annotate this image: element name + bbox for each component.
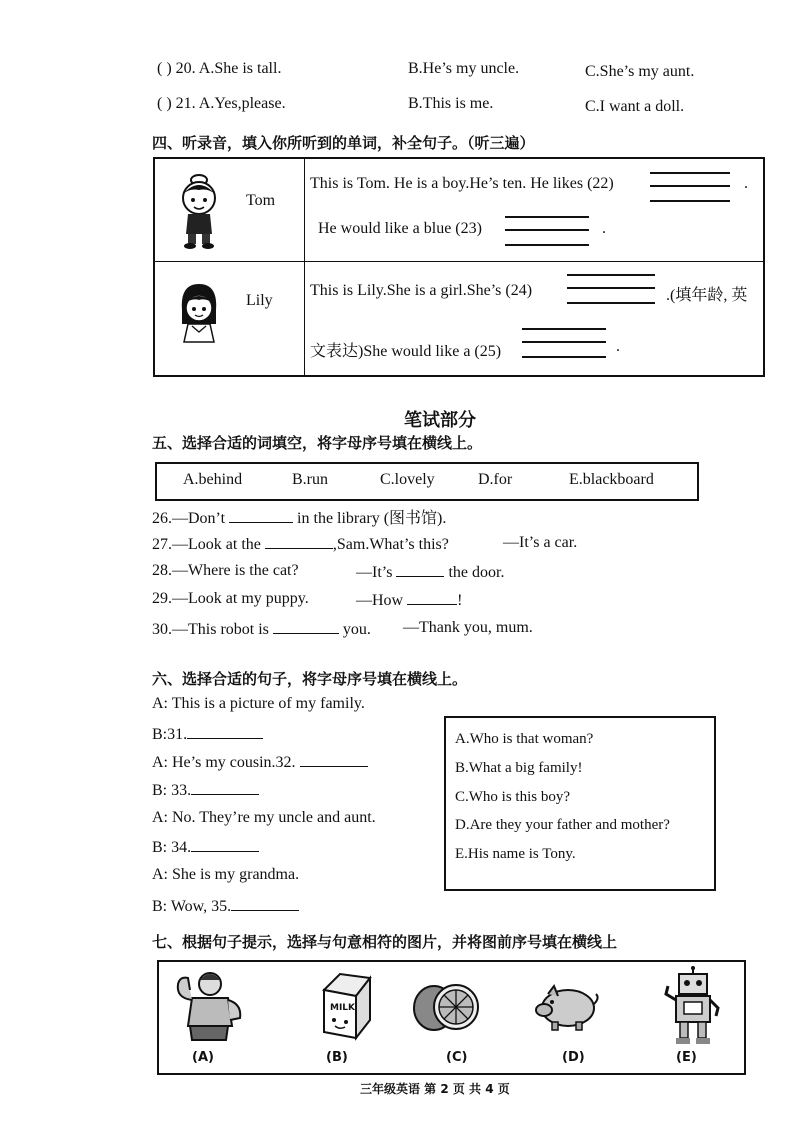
lily-line1-end: .(填年龄, 英 [666, 287, 748, 304]
q26 [152, 505, 446, 528]
dialog-line-7: A: She is my grandma. [152, 866, 300, 883]
q30-text-b: you. [342, 621, 371, 638]
q21-option-b: B.This is me. [408, 95, 494, 112]
q35-blank[interactable] [231, 896, 299, 911]
sentence-option-a: A.Who is that woman? [455, 731, 594, 747]
q28-text-b: —It’s [356, 564, 393, 581]
tom-cartoon-icon [174, 168, 224, 250]
q30-blank[interactable] [273, 619, 339, 634]
q28 [356, 562, 504, 582]
dialog-line-6-text: B: 34. [152, 839, 192, 856]
q27-blank[interactable] [265, 534, 333, 549]
q26-text-b: in the library (图书馆). [297, 510, 447, 527]
picture-label-d: (D) [562, 1050, 585, 1065]
page-footer: 三年级英语 第 2 页 共 4 页 [360, 1082, 510, 1096]
q29-text-c: ! [457, 592, 463, 609]
q27-text-b: ,Sam.What’s this? [332, 536, 449, 553]
q30-answer: —Thank you, mum. [403, 619, 533, 636]
sentence-option-d: D.Are they your father and mother? [455, 817, 670, 833]
sentence-option-e: E.His name is Tony. [455, 846, 576, 862]
q33-blank[interactable] [191, 780, 259, 795]
dialog-line-4-text: B: 33. [152, 782, 192, 799]
word-option-d: D.for [478, 471, 513, 488]
word-option-a: A.behind [183, 471, 243, 488]
section6-heading: 六、选择合适的句子，将字母序号填在横线上。 [152, 670, 468, 688]
q27-text-a: 27.—Look at the [152, 536, 261, 553]
section4-heading: 四、听录音，填入你所听到的单词，补全句子。（听三遍） [152, 134, 535, 152]
tom-name: Tom [246, 192, 276, 209]
dialog-line-2-text: B:31. [152, 726, 188, 743]
q29-text-b: —How [356, 592, 404, 609]
q29-blank[interactable] [407, 590, 457, 605]
q30 [152, 619, 371, 639]
picture-label-a: (A) [192, 1050, 214, 1065]
picture-label-e: (E) [676, 1050, 697, 1065]
sentence-option-b: B.What a big family! [455, 760, 583, 776]
q28-text-a: 28.—Where is the cat? [152, 562, 299, 579]
q29 [356, 590, 462, 610]
section5-heading: 五、选择合适的词填空，将字母序号填在横线上。 [152, 434, 483, 452]
lily-name: Lily [246, 292, 273, 309]
q26-text-a: 26.—Don’t [152, 510, 226, 527]
dialog-line-4 [152, 780, 259, 800]
q27 [152, 534, 449, 554]
dialog-line-3-text: A: He’s my cousin.32. [152, 754, 296, 771]
q20-option-c: C.She’s my aunt. [585, 63, 695, 80]
dialog-line-3 [152, 752, 368, 772]
word-option-c: C.lovely [380, 471, 435, 488]
picture-label-c: (C) [446, 1050, 468, 1065]
lily-cartoon-icon [174, 280, 224, 346]
answer-line-23[interactable] [505, 214, 589, 250]
q20-stem: ( ) 20. A.She is tall. [157, 60, 282, 77]
milk-carton-text: MILK [330, 1003, 356, 1013]
picture-label-b: (B) [326, 1050, 348, 1065]
dialog-line-8-text: B: Wow, 35. [152, 898, 232, 915]
word-option-b: B.run [292, 471, 328, 488]
dialog-line-2 [152, 724, 263, 744]
section7-heading: 七、根据句子提示，选择与句意相符的图片，并将图前序号填在横线上 [152, 933, 618, 951]
strong-man-icon [170, 968, 248, 1042]
dialog-line-6 [152, 837, 259, 857]
q29-text-a: 29.—Look at my puppy. [152, 590, 309, 607]
tom-line2-end: . [602, 220, 606, 237]
q28-text-c: the door. [448, 564, 505, 581]
tom-line1-end: . [744, 175, 748, 192]
word-option-e: E.blackboard [569, 471, 654, 488]
q21-option-c: C.I want a doll. [585, 98, 685, 115]
answer-line-25[interactable] [522, 326, 606, 362]
written-part-title: 笔试部分 [404, 410, 476, 431]
tom-line2: He would like a blue (23) [318, 220, 482, 237]
tom-line1: This is Tom. He is a boy.He’s ten. He likes (22) [310, 175, 614, 192]
answer-line-22[interactable] [650, 170, 730, 206]
answer-line-24[interactable] [567, 272, 655, 308]
pig-icon [530, 980, 602, 1034]
q30-text-a: 30.—This robot is [152, 621, 269, 638]
dialog-line-5: A: No. They’re my uncle and aunt. [152, 809, 376, 826]
q21-stem: ( ) 21. A.Yes,please. [157, 95, 286, 112]
q31-blank[interactable] [187, 724, 263, 739]
milk-carton-icon [308, 968, 380, 1042]
q26-blank[interactable] [229, 508, 293, 523]
dialog-line-1: A: This is a picture of my family. [152, 695, 365, 712]
lily-line1: This is Lily.She is a girl.She’s (24) [310, 282, 533, 299]
q32-blank[interactable] [300, 752, 368, 767]
robot-icon [664, 966, 722, 1046]
lily-line2: 文表达)She would like a (25) [310, 343, 502, 360]
q27-answer: —It’s a car. [503, 534, 578, 551]
dialog-line-8 [152, 896, 299, 916]
sentence-option-c: C.Who is this boy? [455, 789, 570, 805]
q34-blank[interactable] [191, 837, 259, 852]
lily-line2-end: . [616, 338, 620, 355]
orange-fruit-icon [410, 980, 482, 1034]
q20-option-b: B.He’s my uncle. [408, 60, 520, 77]
q28-blank[interactable] [396, 562, 444, 577]
